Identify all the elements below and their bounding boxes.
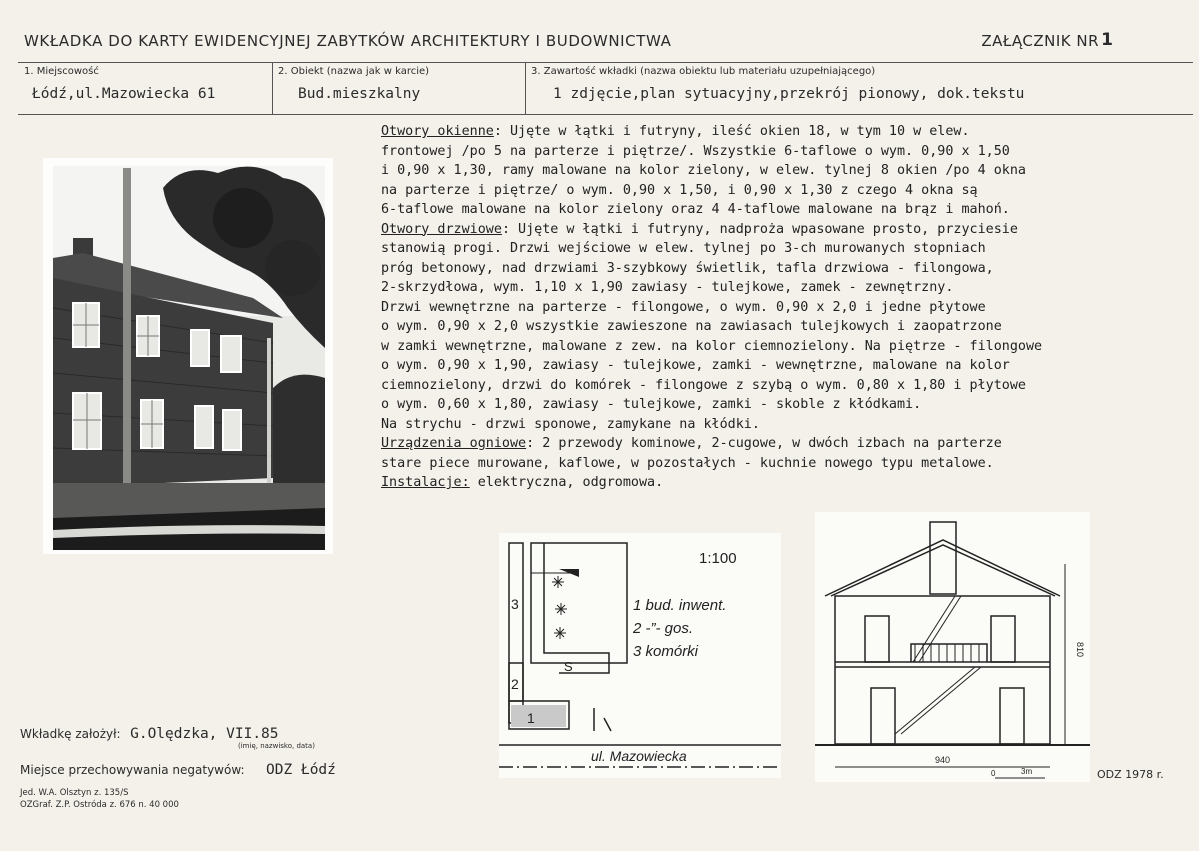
heading-installations: Instalacje: xyxy=(381,475,470,490)
plan-legend-3: 3 komórki xyxy=(633,643,699,660)
plan-legend-2: 2 -”- gos. xyxy=(633,620,694,637)
text-line: Instalacje: elektryczna, odgromowa. xyxy=(381,475,664,490)
text-line: 2-skrzydłowa, wym. 1,10 x 1,90 zawiasy - tulejkowe, zamek - zewnętrzny. xyxy=(381,280,954,295)
section-width-dim: 940 xyxy=(935,755,951,765)
text-line: stanowią progi. Drzwi wejściowe w elew. tylnej po 3-ch murowanych stopniach xyxy=(381,241,986,256)
plan-legend-1: 1 bud. inwent. xyxy=(633,597,727,614)
text-line: o wym. 0,90 x 2,0 wszystkie zawieszone na zawiasach tulejkowych i zaopatrzone xyxy=(381,319,1002,334)
text-line: ciemnozielony, drzwi do komórek - filongowe z szybą o wym. 0,80 x 1,80 i płytowe xyxy=(381,377,1026,393)
print-info-1: Jed. W.A. Olsztyn z. 135/S xyxy=(20,788,129,798)
card-header xyxy=(18,22,1193,63)
plan-street-label: ul. Mazowiecka xyxy=(591,748,687,764)
building-photo xyxy=(43,158,333,554)
text-line: o wym. 0,60 x 1,80, zawiasy - tulejkowe, zamki - skoble z kłódkami. xyxy=(381,397,922,412)
object-field xyxy=(272,62,526,114)
description-text xyxy=(381,122,1193,493)
vertical-section xyxy=(815,512,1090,782)
prepared-by xyxy=(20,726,279,742)
text-line: na parterze i piętrze/ o wym. 0,90 x 1,50, i 0,90 x 1,30 z czego 4 okna są xyxy=(381,182,978,198)
locality-label: 1. Miejscowość xyxy=(24,66,99,77)
prepared-hint: (imię, nazwisko, data) xyxy=(238,742,315,750)
heading-heating: Urządzenia ogniowe xyxy=(381,436,527,451)
contents-field xyxy=(525,62,1192,114)
plan-stairs-s: S xyxy=(564,659,573,674)
text-line: w zamki wewnętrzne, malowane z zew. na kolor ciemnozielony. Na piętrze - filongowe xyxy=(381,338,1043,354)
text-line: stare piece murowane, kaflowe, w pozostałych - kuchnie nowego typu metalowe. xyxy=(381,455,994,471)
plan-number-1: 1 xyxy=(527,710,535,726)
prepared-value: G.Olędzka, VII.85 xyxy=(130,726,279,742)
annex-number: 1 xyxy=(1101,30,1113,50)
object-value: Bud.mieszkalny xyxy=(298,86,421,102)
card-title: WKŁADKA DO KARTY EWIDENCYJNEJ ZABYTKÓW ARCHITEKTURY I BUDOWNICTWA xyxy=(24,32,672,50)
section-scale-zero: 0 xyxy=(991,769,996,778)
text-line: 6-taflowe malowane na kolor zielony oraz 4 4-taflowe malowane na brąz i mahoń. xyxy=(381,202,1010,217)
text-line: i 0,90 x 1,30, ramy malowane na kolor zielony, w elew. tylnej 8 okien /po 4 okna xyxy=(381,163,1026,178)
text-line: Urządzenia ogniowe: 2 przewody kominowe, 2-cugowe, w dwóch izbach na parterze xyxy=(381,436,1002,451)
text-line: frontowej /po 5 na parterze i piętrze/. Wszystkie 6-taflowe o wym. 0,90 x 1,50 xyxy=(381,143,1010,159)
heading-windows: Otwory okienne xyxy=(381,124,494,139)
text-line: Otwory okienne: Ujęte w łątki i futryny, ileść okien 18, w tym 10 w elew. xyxy=(381,124,970,139)
locality-field xyxy=(18,62,273,114)
section-height-dim: 810 xyxy=(1075,642,1085,658)
form-stamp: ODZ 1978 r. xyxy=(1097,768,1164,781)
plan-scale: 1:100 xyxy=(699,550,737,567)
plan-number-2: 2 xyxy=(511,676,519,692)
text-line: próg betonowy, nad drzwiami 3-szybkowy świetlik, tafla drzwiowa - filongowa, xyxy=(381,260,994,276)
object-label: 2. Obiekt (nazwa jak w karcie) xyxy=(278,66,430,77)
negatives-storage xyxy=(20,762,336,778)
text-line: Na strychu - drzwi sponowe, zamykane na kłódki. xyxy=(381,416,760,432)
prepared-label: Wkładkę założył: xyxy=(20,727,121,741)
annex-label: ZAŁĄCZNIK NR xyxy=(981,32,1099,50)
section-scale-bar: 3m xyxy=(1021,767,1033,776)
contents-value: 1 zdjęcie,plan sytuacyjny,przekrój pionowy, dok.tekstu xyxy=(553,86,1025,102)
locality-value: Łódź,ul.Mazowiecka 61 xyxy=(32,86,216,102)
site-plan xyxy=(499,533,781,778)
text-line: Otwory drzwiowe: Ujęte w łątki i futryny, nadproża wpasowane prosto, przyciesie xyxy=(381,221,1018,237)
storage-value: ODZ Łódź xyxy=(266,762,336,778)
heading-doors: Otwory drzwiowe xyxy=(381,221,502,237)
text-line: Drzwi wewnętrzne na parterze - filongowe, o wym. 0,90 x 2,0 i jedne płytowe xyxy=(381,299,986,315)
storage-label: Miejsce przechowywania negatywów: xyxy=(20,763,245,777)
plan-number-3: 3 xyxy=(511,596,519,612)
text-line: o wym. 0,90 x 1,90, zawiasy - tulejkowe, zamki - wewnętrzne, malowane na kolor xyxy=(381,358,1010,373)
print-info-2: OZGraf. Z.P. Ostróda z. 676 n. 40 000 xyxy=(20,800,179,810)
contents-label: 3. Zawartość wkładki (nazwa obiektu lub materiału uzupełniającego) xyxy=(531,66,876,77)
card-fields xyxy=(18,62,1193,115)
